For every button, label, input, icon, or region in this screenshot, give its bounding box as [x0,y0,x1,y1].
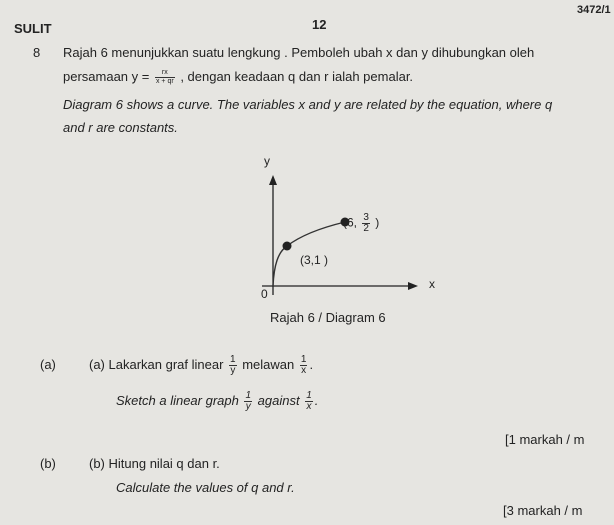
part-a-malay-dot: . [309,356,314,372]
part-a-label: (a) [40,357,56,372]
part-a-english-frac-x [305,391,313,412]
part-a-malay-prefix: (a) Lakarkan graf linear [89,356,224,372]
part-a-malay-frac-y [229,355,237,376]
y-axis-arrow [269,175,277,185]
point-b-label [343,213,379,234]
part-a-english [116,391,318,412]
diagram-caption: Rajah 6 / Diagram 6 [270,310,386,325]
equation-fraction [155,69,175,86]
part-a-english-mid: against [257,392,300,408]
header-sulit: SULIT [14,21,52,36]
point-b-denominator: 2 [363,223,369,234]
frac-denominator: x [301,365,307,376]
curve-diagram [240,150,440,310]
part-a-english-prefix: Sketch a linear graph [116,392,239,408]
point-b-prefix: (6, [343,215,358,230]
part-b-marks: [3 markah / m [503,503,583,518]
point-b-numerator: 3 [363,212,369,223]
part-a-malay-mid: melawan [242,356,295,372]
x-axis-label: x [429,277,435,291]
part-a-malay-frac-x [300,355,308,376]
question-english-line1: Diagram 6 shows a curve. The variables x and y are related by the equation, where q [63,97,553,112]
part-b-malay: (b) Hitung nilai q dan r. [89,456,220,471]
equation-suffix: , dengan keadaan q dan r ialah pemalar. [180,69,414,84]
part-a-english-dot: . [314,392,319,408]
frac-denominator: y [245,401,251,412]
frac-denominator: y [230,365,236,376]
frac-denominator: x [306,401,312,412]
equation-prefix: persamaan y = [63,69,150,84]
part-b-english: Calculate the values of q and r. [116,480,295,495]
y-axis-label: y [264,154,270,168]
point-a-label: (3,1 ) [300,253,329,267]
part-a-english-frac-y [244,391,252,412]
part-a-malay [89,355,313,376]
frac-numerator: 1 [306,390,312,401]
page-number: 12 [312,17,327,32]
x-axis-arrow [408,282,418,290]
frac-numerator: 1 [230,354,236,365]
point-b-suffix: ) [375,215,380,230]
part-b-label: (b) [40,456,56,471]
question-english-line2: and r are constants. [63,120,178,135]
point-a-marker [283,242,292,251]
frac-numerator: 1 [245,390,252,401]
question-number: 8 [33,45,41,60]
question-malay-line1: Rajah 6 menunjukkan suatu lengkung . Pemboleh ubah x dan y dihubungkan oleh [63,45,535,60]
part-a-marks: [1 markah / m [505,432,585,447]
question-malay-line2 [63,69,413,86]
paper-code: 3472/1 [577,4,611,16]
point-b-fraction [362,213,370,234]
equation-denominator: x + qr [155,78,174,86]
frac-numerator: 1 [300,354,307,365]
origin-label: 0 [261,287,268,301]
equation-numerator: rx [155,69,175,78]
